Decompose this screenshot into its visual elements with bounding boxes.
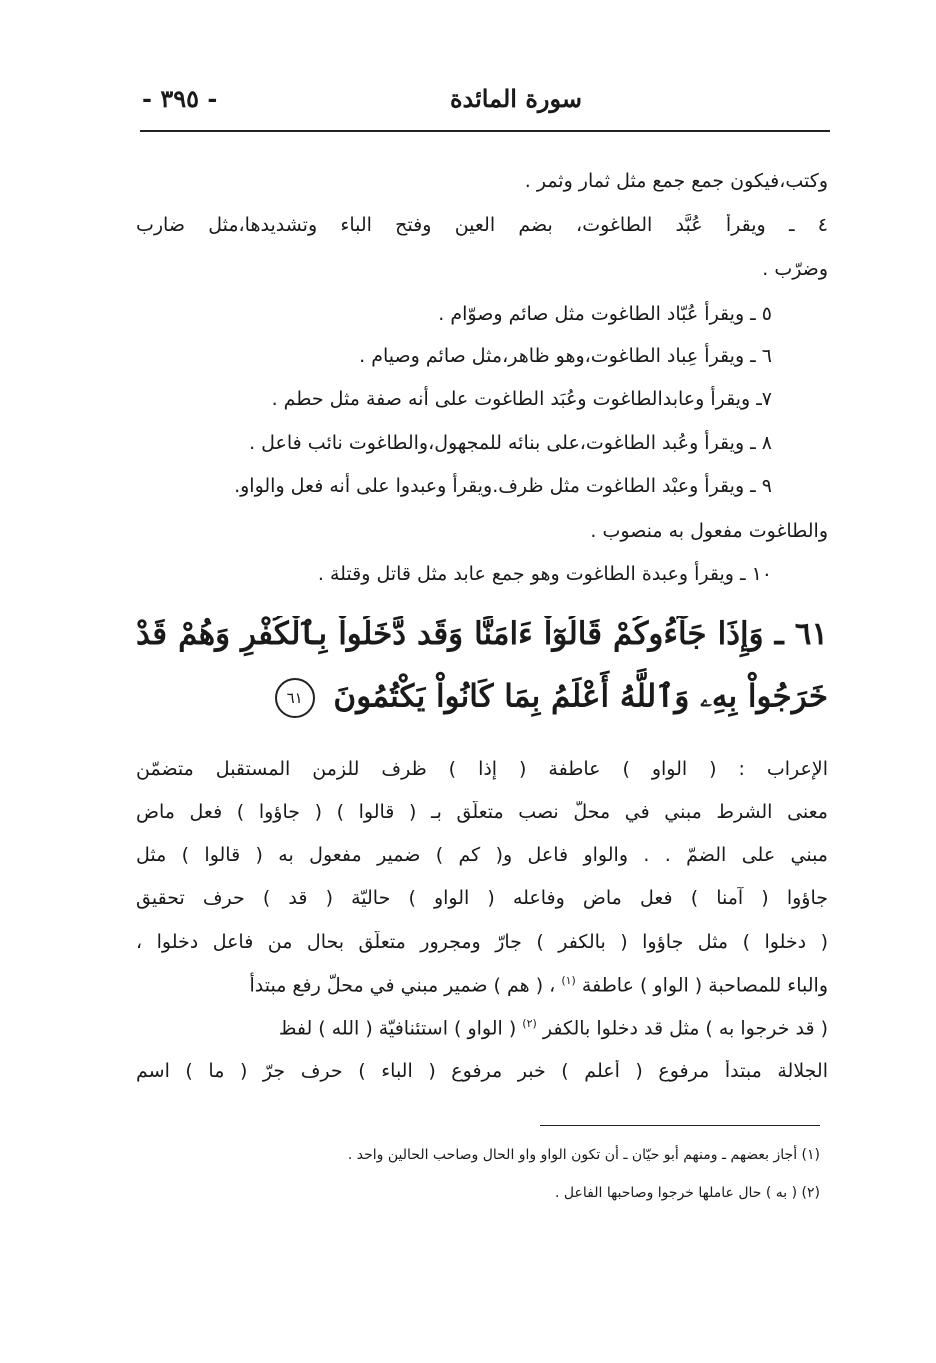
text-line: ( دخلوا ) مثل جاؤوا ( بالكفر ) جارّ ومجرور متعلّق بحال من فاعل دخلوا ، (136, 931, 828, 953)
footnote-ref-2[interactable]: (٢) (522, 1017, 537, 1030)
verse-line: ٦١ ـ وَإِذَا جَآءُوكُمْ قَالُوٓاْ ءَامَنَّا وَقَد دَّخَلُواْ بِٱلْكُفْرِ وَهُمْ قَدْ (136, 616, 828, 652)
text-line: ٦ ـ ويقرأ عِباد الطاغوت،وهو ظاهر،مثل صائم وصيام . (359, 345, 772, 367)
text-segment: والباء للمصاحبة ( الواو ) عاطفة (581, 974, 828, 997)
page-title: سورة المائدة (449, 84, 582, 113)
text-line: مبني على الضمّ . . والواو فاعل و( كم ) ضمير مفعول به ( قالوا ) مثل (136, 844, 828, 866)
text-line: الإعراب : ( الواو ) عاطفة ( إذا ) ظرف للزمن المستقبل متضمّن (136, 758, 828, 780)
text-line: ٨ ـ ويقرأ وعُبد الطاغوت،على بنائه للمجهول،والطاغوت نائب فاعل . (249, 432, 772, 454)
page-number: - ٣٩٥ - (142, 84, 218, 113)
footnote-1: (١) أجاز بعضهم ـ ومنهم أبو حيّان ـ أن تكون الواو واو الحال وصاحب الحالين واحد . (347, 1147, 820, 1163)
text-segment: ( قد خرجوا به ) مثل قد دخلوا بالكفر (542, 1017, 828, 1040)
text-line: ٩ ـ ويقرأ وعبْد الطاغوت مثل ظرف.ويقرأ وعبدوا على أنه فعل والواو. (234, 475, 772, 497)
ayah-number-marker: ٦١ (275, 678, 315, 718)
verse-line-2 (275, 678, 828, 718)
text-line: ٤ ـ ويقرأ عُبَّد الطاغوت، بضم العين وفتح الباء وتشديدها،مثل ضارب (136, 214, 828, 236)
header-divider (140, 130, 830, 132)
page-header (140, 84, 820, 124)
text-segment: ( الواو ) استئنافيّة ( الله ) لفظ (278, 1017, 517, 1040)
text-line: والطاغوت مفعول به منصوب . (590, 520, 828, 542)
verse-line-text: خَرَجُواْ بِهِۦ وَٱللَّهُ أَعْلَمُ بِمَا كَانُواْ يَكْتُمُونَ (333, 678, 828, 715)
footnote-2: (٢) ( به ) حال عاملها خرجوا وصاحبها الفاعل . (555, 1185, 820, 1201)
text-line: وكتب،فيكون جمع جمع مثل ثمار وثمر . (524, 170, 828, 192)
text-line-with-footnote-1 (136, 974, 828, 996)
text-line: وضرّب . (762, 258, 828, 280)
text-line: ١٠ ـ ويقرأ وعبدة الطاغوت وهو جمع عابد مثل قاتل وقتلة . (317, 563, 772, 585)
text-line: ٥ ـ ويقرأ عُبّاد الطاغوت مثل صائم وصوّام . (438, 303, 772, 325)
text-line: ٧ـ ويقرأ وعابدالطاغوت وعُبَد الطاغوت على أنه صفة مثل حطم . (271, 388, 772, 410)
text-line: جاؤوا ( آمنا ) فعل ماض وفاعله ( الواو ) حاليّة ( قد ) حرف تحقيق (136, 887, 828, 909)
text-line: معنى الشرط مبني في محلّ نصب متعلّق بـ ( قالوا ) ( جاؤوا ) فعل ماض (136, 801, 828, 823)
footnote-ref-1[interactable]: (١) (561, 974, 576, 987)
text-segment: ، ( هم ) ضمير مبني في محلّ رفع مبتدأ (249, 974, 556, 997)
text-line: الجلالة مبتدأ مرفوع ( أعلم ) خبر مرفوع ( الباء ) حرف جرّ ( ما ) اسم (136, 1060, 828, 1082)
text-line-with-footnote-2 (136, 1017, 828, 1039)
footnote-divider (540, 1125, 820, 1126)
